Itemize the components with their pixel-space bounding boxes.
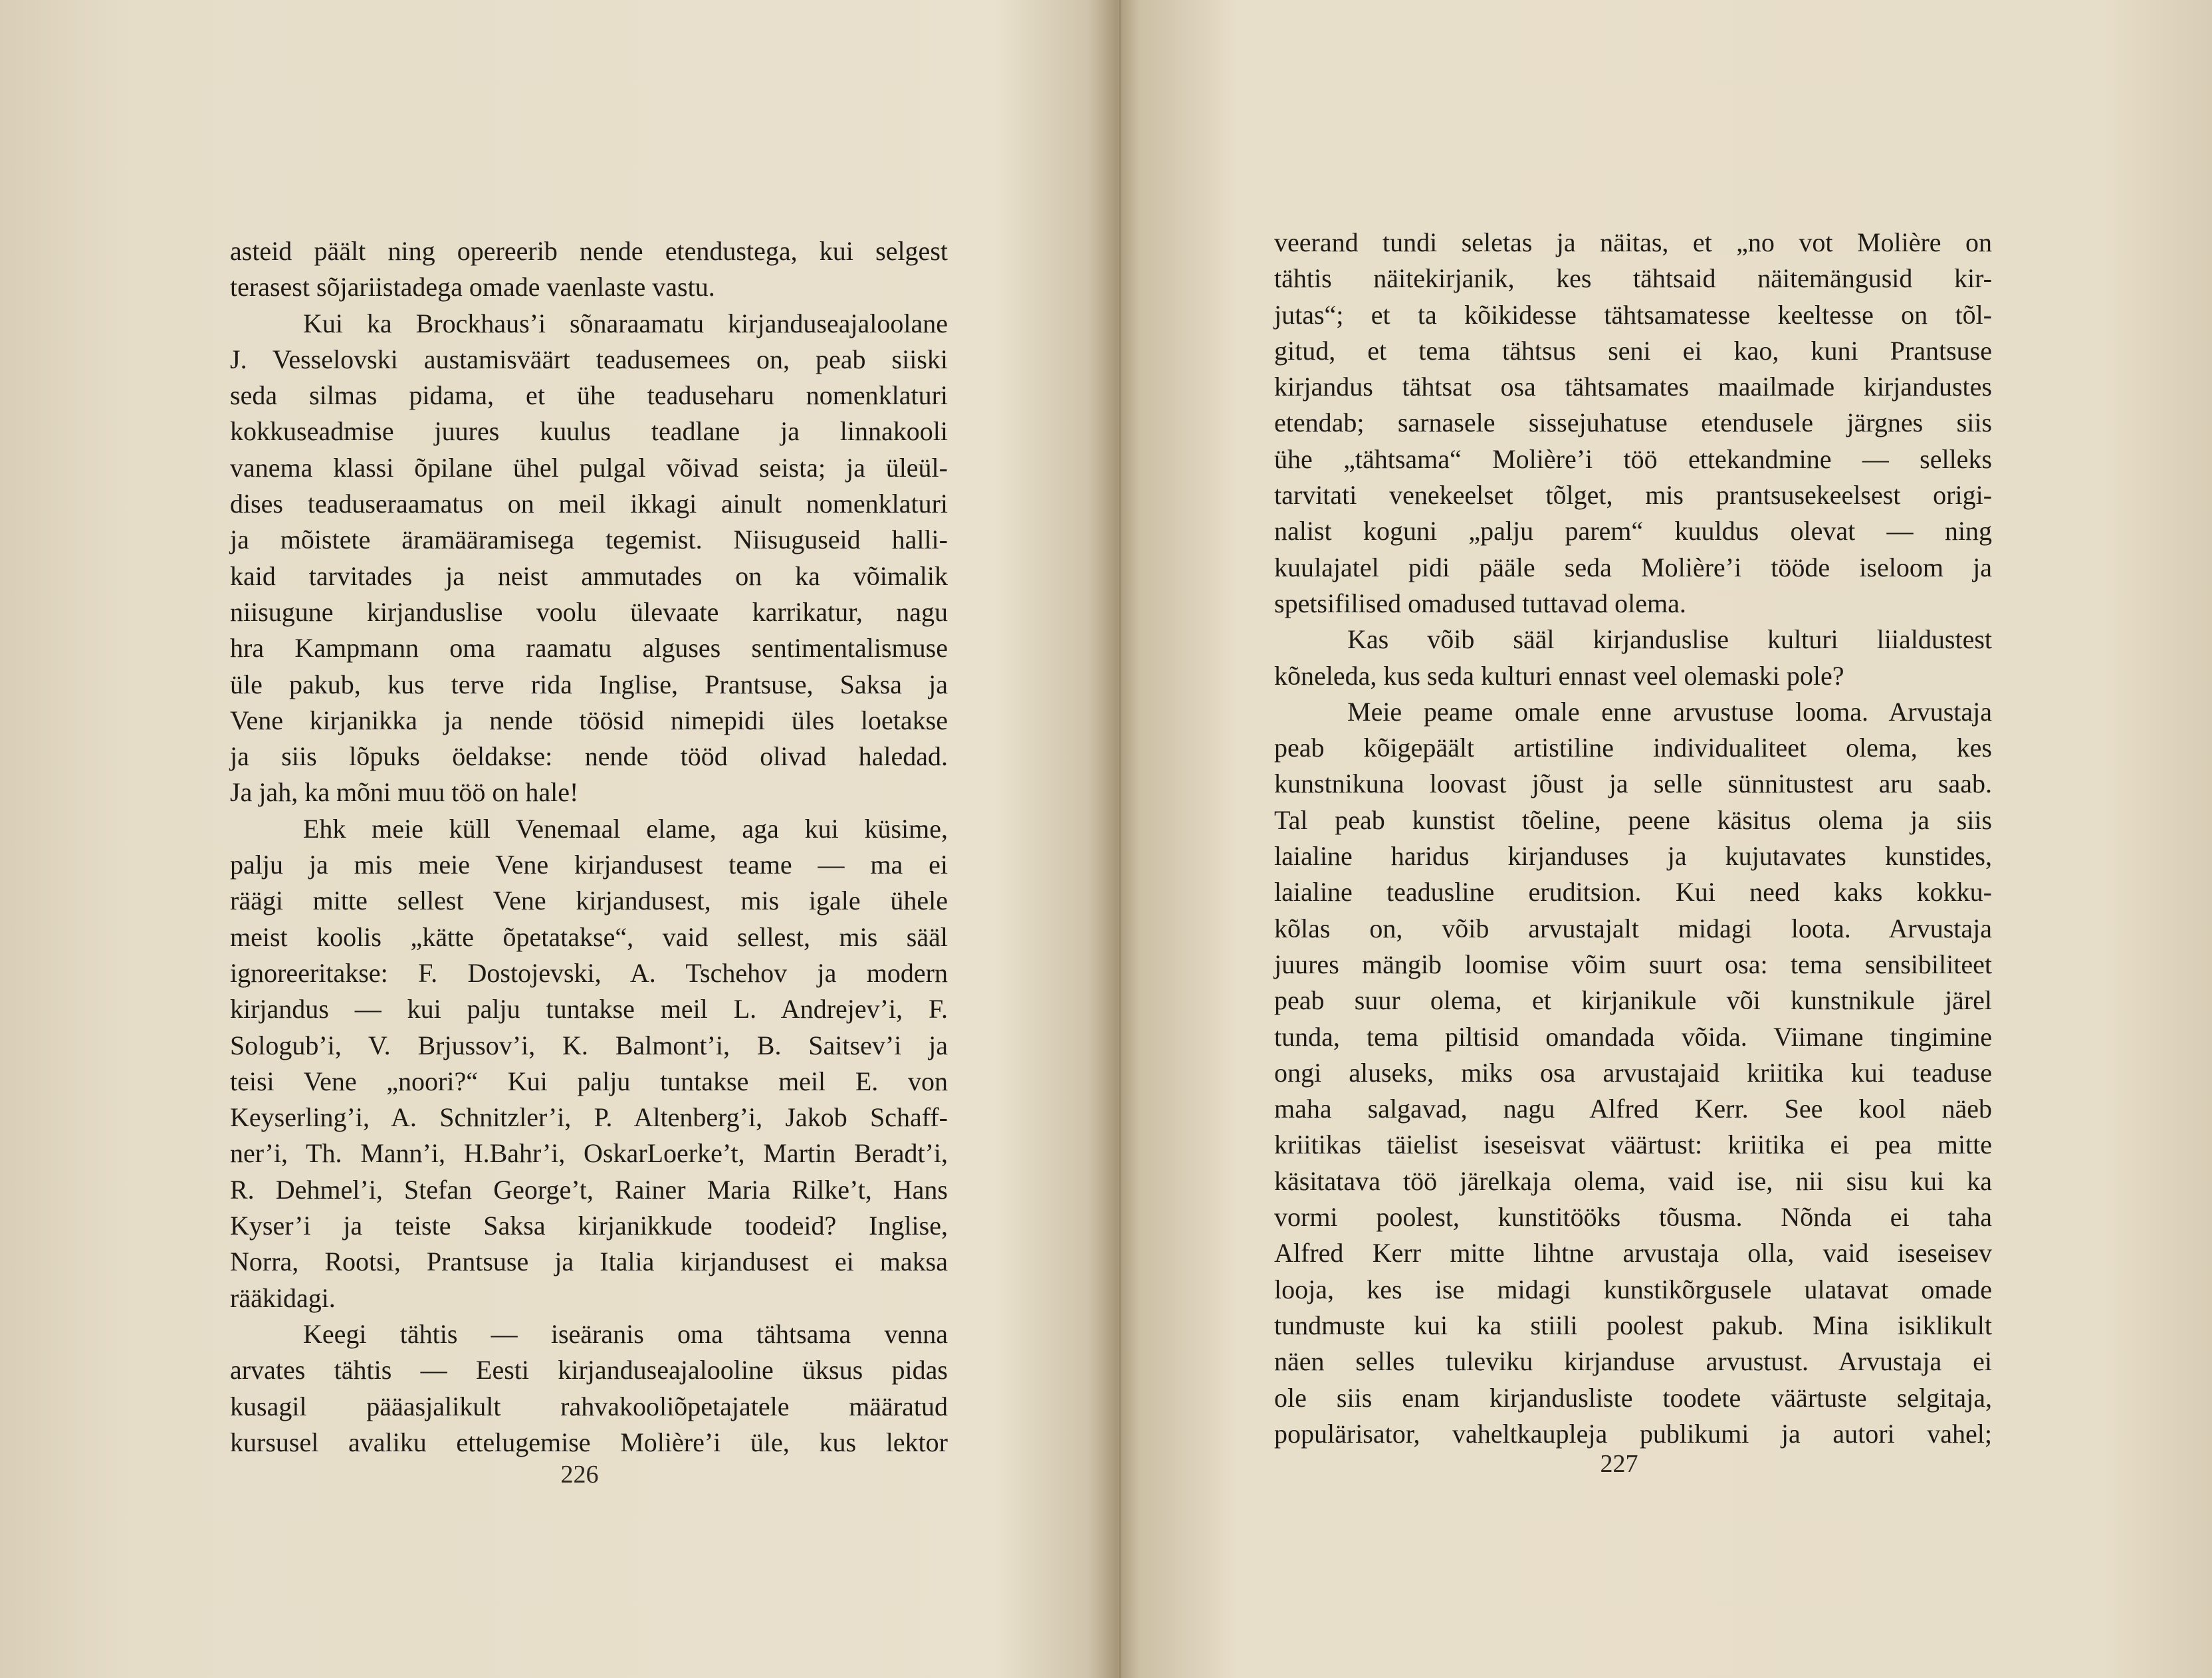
text-line: palju ja mis meie Vene kirjandusest teame — ma ei	[230, 850, 948, 880]
text-line: maha salgavad, nagu Alfred Kerr. See kool näeb	[1274, 1094, 1992, 1124]
text-line: Keegi tähtis — iseäranis oma tähtsama venna	[303, 1318, 948, 1349]
text-line: looja, kes ise midagi kunstikõrgusele ulatavat omade	[1274, 1274, 1992, 1304]
text-line: Kyser’i ja teiste Saksa kirjanikkude toodeid? Inglise,	[230, 1211, 948, 1241]
text-line: niisugune kirjanduslise voolu ülevaate karrikatur, nagu	[230, 596, 948, 627]
text-line: Ehk meie küll Venemaal elame, aga kui küsime,	[303, 813, 948, 844]
text-line: teisi Vene „noori?“ Kui palju tuntakse meil E. von	[230, 1066, 948, 1096]
text-line: peab kõigepäält artistiline individualiteet olema, kes	[1274, 733, 1992, 763]
text-line: seda silmas pidama, et ühe teaduseharu nomenklaturi	[230, 380, 948, 411]
text-line: populärisator, vaheltkaupleja publikumi ja autori vahel;	[1274, 1418, 1992, 1449]
text-line: rääkidagi.	[230, 1282, 336, 1313]
text-line: terasest sõjariistadega omade vaenlaste vastu.	[230, 272, 715, 302]
text-line: tunda, tema piltisid omandada võida. Viimane tingimine	[1274, 1021, 1992, 1052]
text-line: kõlas on, võib arvustajalt midagi loota. Arvustaja	[1274, 913, 1992, 943]
text-line: hra Kampmann oma raamatu alguses sentimentalismuse	[230, 633, 948, 663]
text-line: ja siis lõpuks öeldakse: nende tööd olivad haledad.	[230, 741, 948, 772]
text-line: tähtis näitekirjanik, kes tähtsaid näitemängusid kir-	[1274, 263, 1992, 294]
book-gutter	[1119, 0, 1121, 1678]
right-page-number: 227	[1600, 1450, 1638, 1478]
text-line: käsitatava töö järelkaja olema, vaid ise, nii sisu kui ka	[1274, 1165, 1992, 1196]
text-line: arvates tähtis — Eesti kirjanduseajalooline üksus pidas	[230, 1355, 948, 1385]
text-line: Tal peab kunstist tõeline, peene käsitus olema ja siis	[1274, 804, 1992, 835]
text-line: kirjandus — kui palju tuntakse meil L. Andrejev’i, F.	[230, 994, 948, 1024]
text-line: Kui ka Brockhaus’i sõnaraamatu kirjanduseajaloolane	[303, 308, 948, 338]
text-line: kokkuseadmise juures kuulus teadlane ja linnakooli	[230, 416, 948, 447]
text-line: dises teaduseraamatus on meil ikkagi ainult nomenklaturi	[230, 489, 948, 519]
text-line: Norra, Rootsi, Prantsuse ja Italia kirjandusest ei maksa	[230, 1247, 948, 1277]
text-line: kursusel avaliku ettelugemise Molière’i üle, kus lektor	[230, 1427, 948, 1457]
text-line: etendab; sarnasele sissejuhatuse etendusele järgnes siis	[1274, 408, 1992, 438]
left-page-text	[230, 233, 948, 1461]
text-line: jutas“; et ta kõikidesse tähtsamatesse keeltesse on tõl-	[1274, 299, 1992, 330]
text-line: laialine haridus kirjanduses ja kujutavates kunstides,	[1274, 841, 1992, 872]
text-line: meist koolis „kätte õpetatakse“, vaid sellest, mis sääl	[230, 921, 948, 952]
text-line: Vene kirjanikka ja nende töösid nimepidi üles loetakse	[230, 705, 948, 735]
text-line: spetsifilised omadused tuttavad olema.	[1274, 588, 1686, 618]
text-line: tundmuste kui ka stiili poolest pakub. Mina isiklikult	[1274, 1310, 1992, 1340]
text-line: Sologub’i, V. Brjussov’i, K. Balmont’i, B. Saitsev’i ja	[230, 1030, 948, 1060]
text-line: kõneleda, kus seda kulturi ennast veel olemaski pole?	[1274, 660, 1844, 691]
text-line: kusagil pääasjalikult rahvakooliõpetajatele määratud	[230, 1391, 948, 1421]
text-line: ner’i, Th. Mann’i, H.Bahr’i, OskarLoerke’t, Martin Beradt’i,	[230, 1138, 948, 1169]
text-line: peab suur olema, et kirjanikule või kunstnikule järel	[1274, 985, 1992, 1016]
text-line: Kas võib sääl kirjanduslise kulturi liialdustest	[1347, 624, 1992, 655]
text-line: laialine teadusline eruditsion. Kui need kaks kokku-	[1274, 877, 1992, 907]
text-line: kirjandus tähtsat osa tähtsamates maailmade kirjandustes	[1274, 372, 1992, 402]
text-line: J. Vesselovski austamisväärt teadusemees on, peab siiski	[230, 344, 948, 374]
text-line: ongi aluseks, miks osa arvustajaid kriitika kui teaduse	[1274, 1057, 1992, 1088]
text-line: vanema klassi õpilane ühel pulgal võivad seista; ja üleül-	[230, 452, 948, 483]
text-line: nalist koguni „palju parem“ kuuldus olevat — ning	[1274, 516, 1992, 546]
text-line: vormi poolest, kunstitööks tõusma. Nõnda ei taha	[1274, 1202, 1992, 1233]
text-line: kaid tarvitades ja neist ammutades on ka võimalik	[230, 560, 948, 591]
text-line: ühe „tähtsama“ Molière’i töö ettekandmine — selleks	[1274, 443, 1992, 474]
text-line: juures mängib loomise võim suurt osa: tema sensibiliteet	[1274, 949, 1992, 979]
text-line: üle pakub, kus terve rida Inglise, Prantsuse, Saksa ja	[230, 669, 948, 699]
text-line: ole siis enam kirjandusliste toodete väärtuste selgitaja,	[1274, 1382, 1992, 1413]
text-line: ja mõistete äramääramisega tegemist. Niisuguseid halli-	[230, 525, 948, 555]
right-page-text	[1274, 225, 1992, 1452]
text-line: Meie peame omale enne arvustuse looma. Arvustaja	[1347, 696, 1992, 727]
text-line: R. Dehmel’i, Stefan George’t, Rainer Maria Rilke’t, Hans	[230, 1174, 948, 1205]
text-line: Ja jah, ka mõni muu töö on hale!	[230, 777, 579, 808]
text-line: gitud, et tema tähtsus seni ei kao, kuni Prantsuse	[1274, 335, 1992, 366]
text-line: räägi mitte sellest Vene kirjandusest, mis igale ühele	[230, 886, 948, 916]
text-line: kriitikas täielist iseseisvat väärtust: kriitika ei pea mitte	[1274, 1130, 1992, 1160]
text-line: Alfred Kerr mitte lihtne arvustaja olla, vaid iseseisev	[1274, 1238, 1992, 1268]
text-line: tarvitati venekeelset tõlget, mis prantsusekeelsest origi-	[1274, 480, 1992, 511]
text-line: näen selles tuleviku kirjanduse arvustust. Arvustaja ei	[1274, 1346, 1992, 1377]
text-line: ignoreeritakse: F. Dostojevski, A. Tschehov ja modern	[230, 957, 948, 988]
text-line: kunstnikuna loovast jõust ja selle sünnitustest aru saab.	[1274, 769, 1992, 799]
text-line: kuulajatel pidi pääle seda Molière’i tööde iseloom ja	[1274, 552, 1992, 582]
left-page-number: 226	[560, 1461, 599, 1489]
text-line: asteid päält ning opereerib nende etendustega, kui selgest	[230, 236, 948, 266]
text-line: veerand tundi seletas ja näitas, et „no vot Molière on	[1274, 227, 1992, 257]
text-line: Keyserling’i, A. Schnitzler’i, P. Altenberg’i, Jakob Schaff-	[230, 1102, 948, 1133]
right-page	[1130, 0, 2212, 1678]
